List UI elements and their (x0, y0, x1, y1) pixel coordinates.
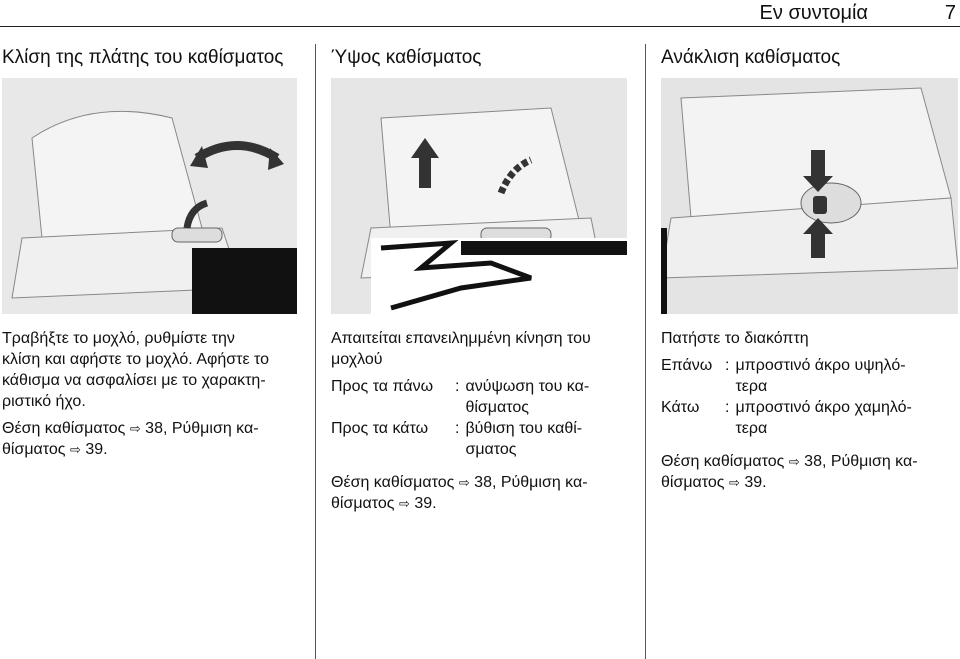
arrow-right-icon: ⇨ (728, 475, 740, 490)
cross-reference[interactable] (661, 451, 960, 493)
seat-inclination-illustration (661, 78, 958, 314)
row-colon: : (725, 357, 730, 374)
arrow-right-icon: ⇨ (69, 442, 81, 457)
arrow-right-icon: ⇨ (129, 421, 141, 436)
row-value: τερα (735, 378, 768, 395)
body-text: κλίση και αφήστε το μοχλό. Αφήστε το (2, 351, 270, 368)
section-heading: Ύψος καθίσματος (331, 47, 482, 68)
row-colon: : (455, 420, 460, 437)
ref-text: Θέση καθίσματος (2, 420, 126, 437)
section-heading: Κλίση της πλάτης του καθίσματος (2, 47, 284, 68)
column-divider (645, 44, 646, 659)
ref-text: Θέση καθίσματος (661, 453, 785, 470)
row-colon: : (725, 399, 730, 416)
ref-text: 39. (414, 495, 437, 512)
ref-text: 39. (744, 474, 767, 491)
row-key: Προς τα πάνω (331, 378, 434, 395)
seat-backrest-illustration (2, 78, 297, 314)
row-value: βύθιση του καθί- (465, 420, 583, 437)
table-row (331, 376, 589, 418)
section-heading: Ανάκλιση καθίσματος (661, 47, 841, 68)
adjustment-table (331, 376, 589, 460)
adjustment-table (661, 355, 912, 439)
body-text: Πατήστε το διακόπτη (661, 330, 809, 347)
page-header (0, 2, 960, 27)
table-row (331, 418, 589, 460)
ref-text: 38, Ρύθμιση κα- (804, 453, 918, 470)
row-value: μπροστινό άκρο χαμηλό- (735, 399, 912, 416)
row-key: Προς τα κάτω (331, 420, 429, 437)
section-seat-height (331, 44, 631, 512)
section-body (661, 328, 960, 499)
column-divider (315, 44, 316, 659)
row-value: μπροστινό άκρο υψηλό- (735, 357, 906, 374)
ref-text: 38, Ρύθμιση κα- (145, 420, 259, 437)
ref-text: θίσματος (2, 441, 66, 458)
section-body (2, 328, 302, 466)
body-text: Απαιτείται επανειλημμένη κίνηση του (331, 330, 591, 347)
row-key: Επάνω (661, 357, 713, 374)
cross-reference[interactable] (331, 472, 631, 514)
page-number: 7 (944, 2, 956, 24)
ref-text: θίσματος (331, 495, 395, 512)
ref-text: 38, Ρύθμιση κα- (474, 474, 588, 491)
ref-text: 39. (85, 441, 108, 458)
arrow-right-icon: ⇨ (458, 475, 470, 490)
section-body (331, 328, 631, 520)
row-key: Κάτω (661, 399, 700, 416)
seat-height-illustration (331, 78, 627, 314)
body-text: Τραβήξτε το μοχλό, ρυθμίστε την (2, 330, 235, 347)
body-text: μοχλού (331, 351, 383, 368)
section-title: Εν συντομία (759, 2, 868, 24)
section-backrest-tilt (2, 44, 302, 458)
table-row (661, 355, 912, 397)
table-row (661, 397, 912, 439)
row-colon: : (455, 378, 460, 395)
ref-text: Θέση καθίσματος (331, 474, 455, 491)
section-seat-inclination (661, 44, 960, 491)
cross-reference[interactable] (2, 418, 302, 460)
arrow-right-icon: ⇨ (788, 454, 800, 469)
arrow-right-icon: ⇨ (398, 496, 410, 511)
row-value: θίσματος (465, 399, 529, 416)
body-text: ριστικό ήχο. (2, 393, 86, 410)
row-value: σματος (465, 441, 517, 458)
row-value: ανύψωση του κα- (465, 378, 590, 395)
body-text: κάθισμα να ασφαλίσει με το χαρακτη- (2, 372, 266, 389)
ref-text: θίσματος (661, 474, 725, 491)
row-value: τερα (735, 420, 768, 437)
